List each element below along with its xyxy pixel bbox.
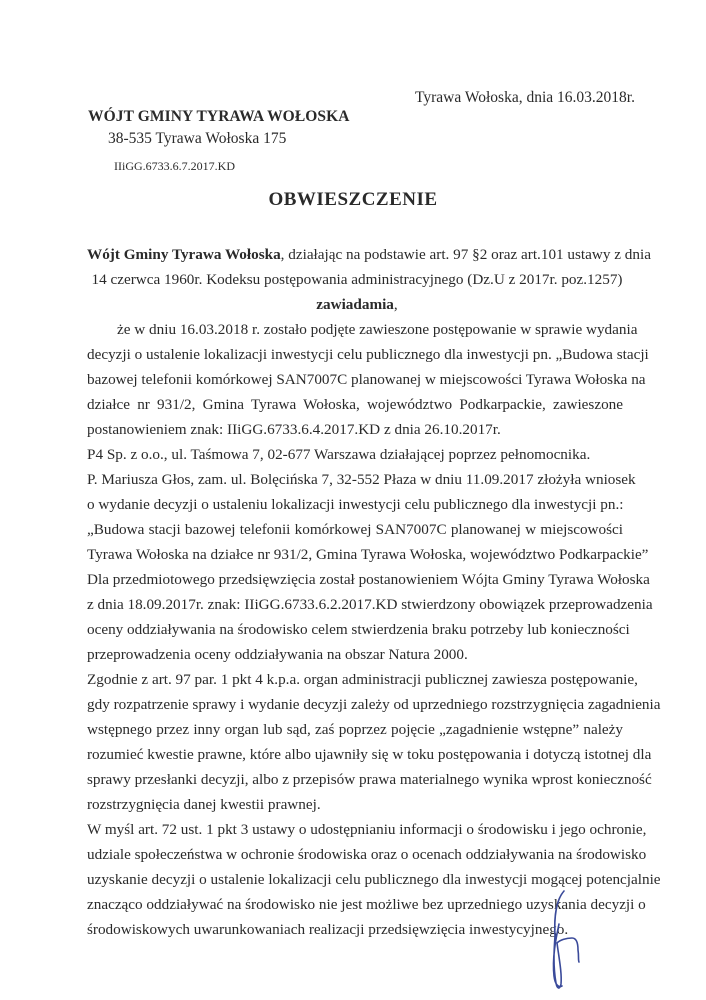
body-line: sprawy przesłanki decyzji, albo z przepisów prawa materialnego wynika wprost konieczność xyxy=(87,771,652,788)
body-line: bazowej telefonii komórkowej SAN7007C planowanej w miejscowości Tyrawa Wołoska na xyxy=(87,371,646,388)
body-line: rozstrzygnięcia danej kwestii prawnej. xyxy=(87,796,321,813)
authority-address: 38-535 Tyrawa Wołoska 175 xyxy=(108,130,287,147)
body-line: decyzji o ustalenie lokalizacji inwestycji celu publicznego dla inwestycji pn. „Budowa stacji xyxy=(87,346,649,363)
body-line: wstępnego przez inny organ lub sąd, zaś poprzez pojęcie „zagadnienie wstępne” należy xyxy=(87,721,623,738)
document-title: OBWIESZCZENIE xyxy=(268,189,438,210)
body-line: przeprowadzenia oceny oddziaływania na obszar Natura 2000. xyxy=(87,646,468,663)
body-line: Dla przedmiotowego przedsięwzięcia został postanowieniem Wójta Gminy Tyrawa Wołoska xyxy=(87,571,650,588)
intro-line-1-rest: , działając na podstawie art. 97 §2 oraz art.101 ustawy z dnia xyxy=(280,246,651,263)
body-line: działce nr 931/2, Gmina Tyrawa Wołoska, województwo Podkarpackie, zawieszone xyxy=(87,396,623,413)
body-line: rozumieć kwestie prawne, które albo ujawniły się w toku postępowania i dotyczą istotnej dla xyxy=(87,746,652,763)
handwritten-signature xyxy=(538,888,598,993)
body-line: postanowieniem znak: IIiGG.6733.6.4.2017.KD z dnia 26.10.2017r. xyxy=(87,421,501,438)
body-line: „Budowa stacji bazowej telefonii komórkowej SAN7007C planowanej w miejscowości xyxy=(87,521,623,538)
body-line: że w dniu 16.03.2018 r. zostało podjęte zawieszone postępowanie w sprawie wydania xyxy=(117,321,638,338)
authority-name: WÓJT GMINY TYRAWA WOŁOSKA xyxy=(88,108,350,125)
body-line: środowiskowych uwarunkowaniach realizacji przedsięwzięcia inwestycyjnego. xyxy=(87,921,569,938)
reference-number: IIiGG.6733.6.7.2017.KD xyxy=(114,159,235,173)
body-line: udziale społeczeństwa w ochronie środowiska oraz o ocenach oddziaływania na środowisko xyxy=(87,846,647,863)
place-and-date: Tyrawa Wołoska, dnia 16.03.2018r. xyxy=(415,89,635,106)
body-line: znacząco oddziaływać na środowisko nie jest możliwe bez uprzedniego uzyskania decyzji o xyxy=(87,896,646,913)
announces-punct: , xyxy=(393,296,398,313)
body-line: W myśl art. 72 ust. 1 pkt 3 ustawy o udostępnianiu informacji o środowisku i jego ochronie, xyxy=(87,821,647,838)
intro-line-1 xyxy=(87,245,651,265)
body-line: P. Mariusza Głos, zam. ul. Bolęcińska 7, 32-552 Płaza w dniu 11.09.2017 złożyła wniosek xyxy=(87,471,636,488)
intro-line-2: 14 czerwca 1960r. Kodeksu postępowania administracyjnego (Dz.U z 2017r. poz.1257) xyxy=(91,271,623,288)
announces-line xyxy=(87,295,627,315)
body-line: gdy rozpatrzenie sprawy i wydanie decyzji zależy od uprzedniego rozstrzygnięcia zagadnienia xyxy=(87,696,661,713)
body-line: P4 Sp. z o.o., ul. Taśmowa 7, 02-677 Warszawa działającej poprzez pełnomocnika. xyxy=(87,446,591,463)
body-line: oceny oddziaływania na środowisko celem stwierdzenia braku potrzeby lub konieczności xyxy=(87,621,630,638)
body-line: Tyrawa Wołoska na działce nr 931/2, Gmina Tyrawa Wołoska, województwo Podkarpackie” xyxy=(87,546,649,563)
body-line: o wydanie decyzji o ustaleniu lokalizacji inwestycji celu publicznego dla inwestycji pn.: xyxy=(87,496,624,513)
intro-lead: Wójt Gminy Tyrawa Wołoska xyxy=(87,246,281,263)
signature-stroke xyxy=(553,891,579,988)
body-line: Zgodnie z art. 97 par. 1 pkt 4 k.p.a. organ administracji publicznej zawiesza postępowanie, xyxy=(87,671,638,688)
body-line: uzyskanie decyzji o ustalenie lokalizacji celu publicznego dla inwestycji mogącej potencjalnie xyxy=(87,871,661,888)
announces-word: zawiadamia xyxy=(316,296,394,313)
body-line: z dnia 18.09.2017r. znak: IIiGG.6733.6.2.2017.KD stwierdzony obowiązek przeprowadzenia xyxy=(87,596,653,613)
